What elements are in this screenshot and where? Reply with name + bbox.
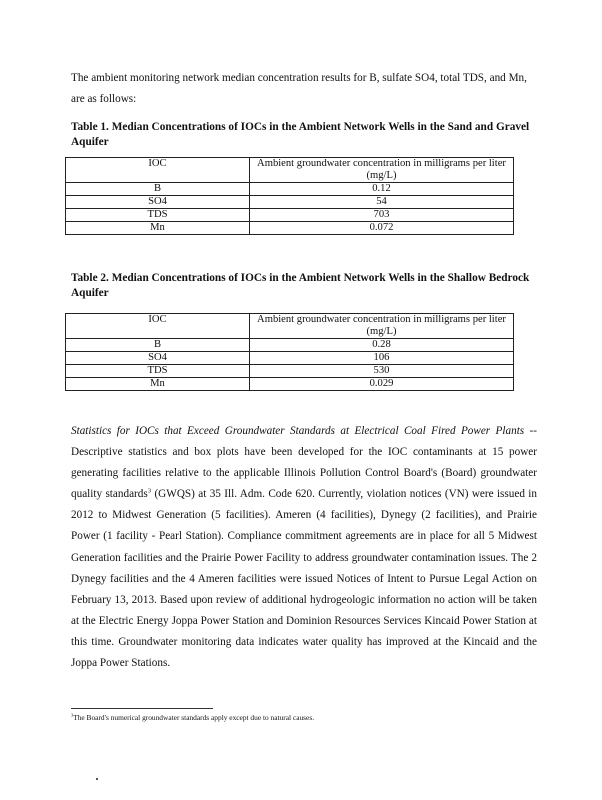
table-row [66, 378, 514, 391]
table1 [65, 157, 514, 235]
table-row [66, 196, 514, 209]
table-row [66, 183, 514, 196]
table-header-row [66, 314, 514, 339]
table-row [66, 352, 514, 365]
table2-cell-value: 0.28 [250, 339, 514, 352]
body-text-part-b: (GWQS) at 35 Ill. Adm. Code 620. Currently, violation notices (VN) were issued in 2012 to Midwest Generation (5 facilities). Ameren (4 facilities), Dynegy (2 facilities), and Prairie Power (1 facility - Pearl Station). Compliance commitment agreements are in place for all 5 Midwest Generation facilities and the Prairie Power Facility to address groundwater contamination issues. The 2 Dynegy facilities and the 4 Ameren facilities were issued Notices of Intent to Pursue Legal Action on February 13, 2013. Based upon review of additional hydrogeologic information no action will be taken at the Electric Energy Joppa Power Station and Dominion Resources Services Kincaid Power Station at this time. Groundwater monitoring data indicates water quality has improved at the Kincaid and the Joppa Power Stations. [71, 488, 538, 670]
table1-caption: Table 1. Median Concentrations of IOCs in the Ambient Network Wells in the Sand and Gravel Aquifer [71, 121, 530, 148]
table2-cell-value: 530 [250, 365, 514, 378]
table2-cell-value: 0.029 [250, 378, 514, 391]
table-row [66, 209, 514, 222]
table2-cell-ioc: SO4 [66, 352, 250, 365]
table1-cell-value: 703 [250, 209, 514, 222]
table2-cell-value: 106 [250, 352, 514, 365]
footnote-mark: 3 [71, 712, 74, 718]
table2-caption: Table 2. Median Concentrations of IOCs in the Ambient Network Wells in the Shallow Bedrock Aquifer [71, 272, 530, 299]
table-row [66, 222, 514, 235]
table1-header-concentration: Ambient groundwater concentration in milligrams per liter (mg/L) [250, 158, 514, 183]
table1-cell-value: 0.072 [250, 222, 514, 235]
table1-cell-ioc: B [66, 183, 250, 196]
table1-cell-ioc: SO4 [66, 196, 250, 209]
scan-speck [96, 778, 98, 780]
footnote-divider [71, 708, 213, 709]
footnote-reference: 3 [147, 487, 152, 495]
table1-cell-value: 0.12 [250, 183, 514, 196]
table2-header-concentration: Ambient groundwater concentration in milligrams per liter (mg/L) [250, 314, 514, 339]
table2 [65, 313, 514, 391]
table2-header-ioc: IOC [66, 314, 250, 339]
footnote [71, 713, 531, 722]
table2-cell-ioc: TDS [66, 365, 250, 378]
section-lead-heading: Statistics for IOCs that Exceed Groundwater Standards at Electrical Coal Fired Power Plants -- [71, 425, 537, 437]
table-row [66, 365, 514, 378]
table1-cell-value: 54 [250, 196, 514, 209]
table1-header-ioc: IOC [66, 158, 250, 183]
intro-paragraph: The ambient monitoring network median concentration results for B, sulfate SO4, total TDS, and Mn, are as follows: [71, 72, 527, 105]
body-paragraph [71, 421, 537, 674]
table2-cell-ioc: Mn [66, 378, 250, 391]
table1-cell-ioc: TDS [66, 209, 250, 222]
table2-cell-ioc: B [66, 339, 250, 352]
body-text-part-a: Descriptive statistics and box plots have been developed for the IOC contaminants at 15 power generating facilities relative to the applicable Illinois Pollution Control Board's (Board) groundwater quality standards [71, 446, 537, 501]
table-row [66, 339, 514, 352]
table1-cell-ioc: Mn [66, 222, 250, 235]
table-header-row [66, 158, 514, 183]
footnote-text: The Board's numerical groundwater standards apply except due to natural causes. [73, 713, 315, 722]
